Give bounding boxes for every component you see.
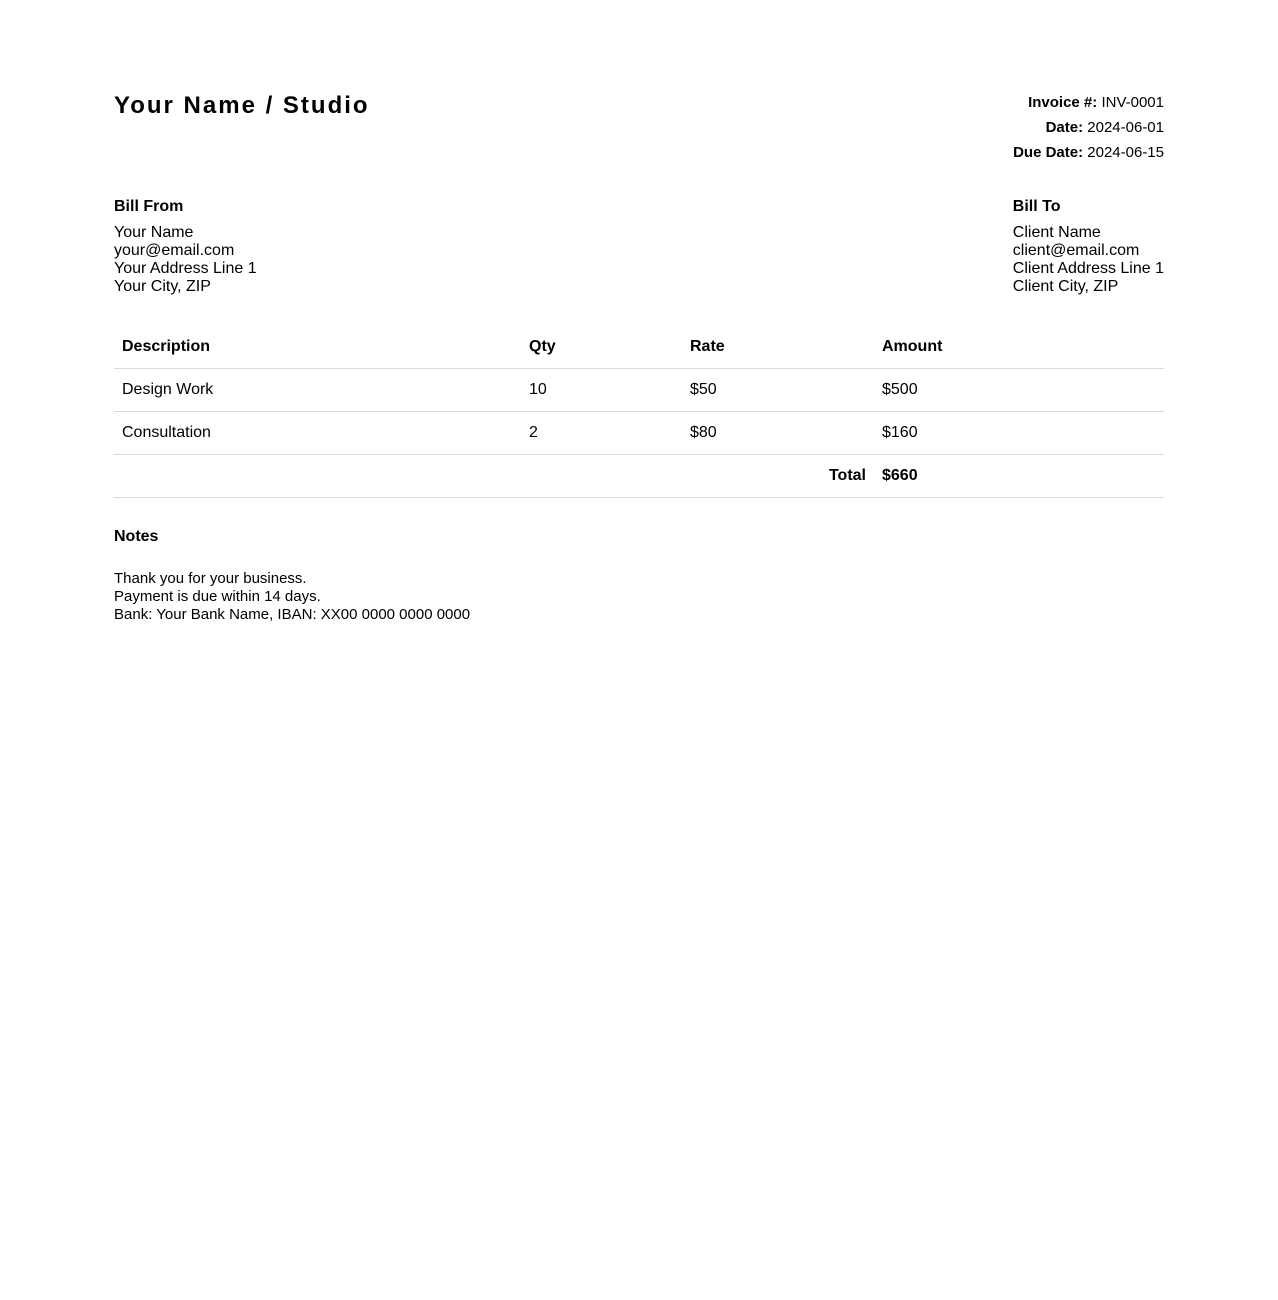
item-qty: 2 bbox=[521, 412, 682, 455]
item-amount: $500 bbox=[874, 369, 1164, 412]
item-rate: $80 bbox=[682, 412, 874, 455]
notes-line-payment-terms: Payment is due within 14 days. bbox=[114, 588, 321, 605]
due-date-value: 2024-06-15 bbox=[1087, 144, 1164, 161]
bill-to-name: Client Name bbox=[1012, 224, 1101, 241]
notes-line-thanks: Thank you for your business. bbox=[114, 570, 307, 587]
column-header-description: Description bbox=[114, 326, 521, 369]
item-amount: $160 bbox=[874, 412, 1164, 455]
column-header-qty: Qty bbox=[521, 326, 682, 369]
item-rate: $50 bbox=[682, 369, 874, 412]
invoice-number-label: Invoice #: bbox=[1028, 94, 1098, 111]
studio-title: Your Name / Studio bbox=[114, 92, 370, 119]
item-description: Consultation bbox=[114, 412, 521, 455]
total-row bbox=[114, 455, 1164, 498]
bill-from-email: your@email.com bbox=[114, 242, 235, 259]
bill-to-email: client@email.com bbox=[1012, 242, 1140, 259]
invoice-date-row bbox=[1013, 115, 1164, 140]
bill-to-city: Client City, ZIP bbox=[1012, 278, 1119, 295]
column-header-rate: Rate bbox=[682, 326, 874, 369]
bill-from-name: Your Name bbox=[114, 224, 194, 241]
notes-section bbox=[114, 528, 470, 624]
table-row bbox=[114, 412, 1164, 455]
table-header-row bbox=[114, 326, 1164, 369]
bill-from-city: Your City, ZIP bbox=[114, 278, 211, 295]
item-qty: 10 bbox=[521, 369, 682, 412]
invoice-meta bbox=[1013, 90, 1164, 165]
due-date-label: Due Date: bbox=[1013, 144, 1084, 161]
bill-from-block bbox=[114, 198, 257, 296]
line-items-table bbox=[114, 326, 1164, 498]
invoice-date-label: Date: bbox=[1045, 119, 1084, 136]
invoice-number-row bbox=[1013, 90, 1164, 115]
bill-to-block bbox=[1013, 198, 1164, 296]
table-row bbox=[114, 369, 1164, 412]
notes-line-bank: Bank: Your Bank Name, IBAN: XX00 0000 0000 0000 bbox=[114, 606, 471, 623]
total-value: $660 bbox=[874, 455, 1164, 498]
bill-to-heading: Bill To bbox=[1012, 198, 1061, 215]
invoice-date-value: 2024-06-01 bbox=[1087, 119, 1164, 136]
item-description: Design Work bbox=[114, 369, 521, 412]
bill-to-address: Client Address Line 1 bbox=[1012, 260, 1164, 277]
bill-from-heading: Bill From bbox=[114, 198, 184, 215]
total-label: Total bbox=[114, 455, 874, 498]
notes-heading: Notes bbox=[114, 528, 159, 545]
invoice-number-value: INV-0001 bbox=[1101, 94, 1164, 111]
bill-from-address: Your Address Line 1 bbox=[114, 260, 257, 277]
due-date-row bbox=[1013, 140, 1164, 165]
column-header-amount: Amount bbox=[874, 326, 1164, 369]
